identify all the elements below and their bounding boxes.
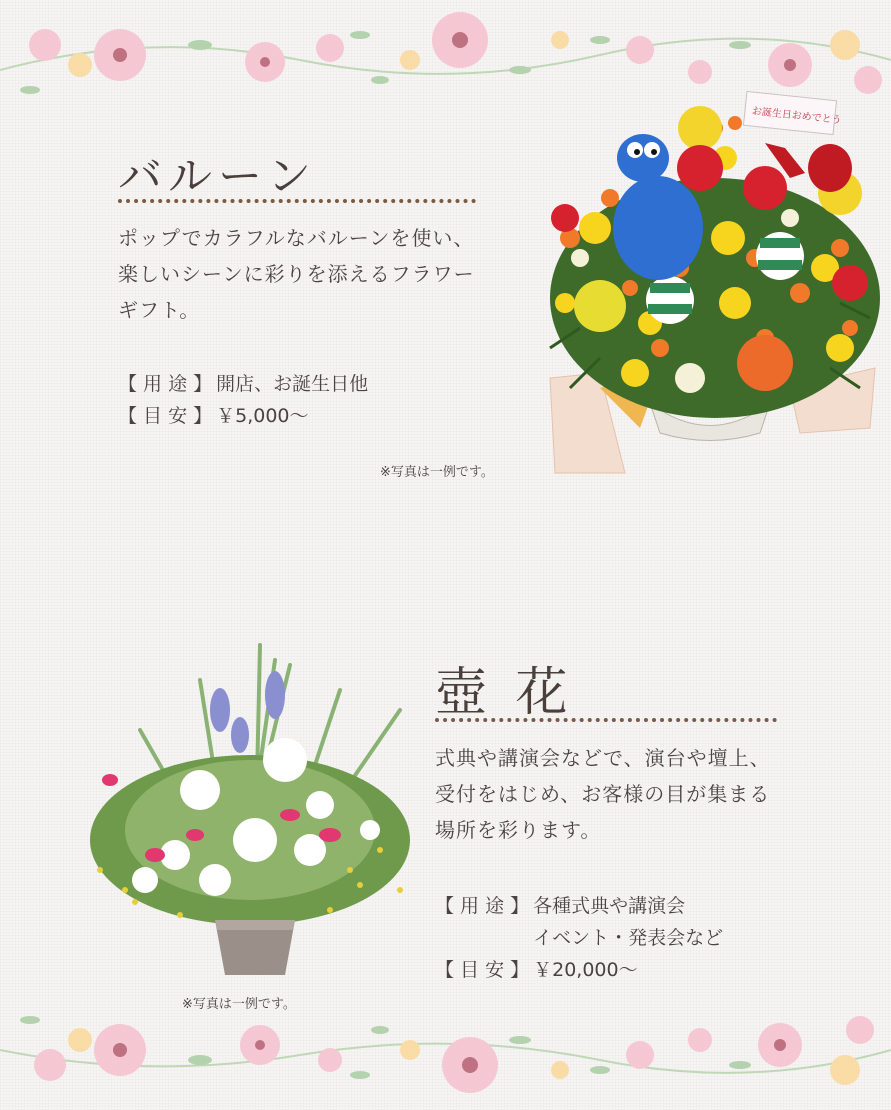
- tsubo-usage-value-line2: イベント・発表会など: [533, 927, 724, 949]
- balloon-title-divider: [118, 199, 476, 203]
- tsubo-usage-value-line1: 各種式典や講演会: [533, 895, 686, 917]
- message-card-text: お誕生日おめでとう: [751, 106, 843, 127]
- balloon-usage-value: 開店、お誕生日他: [216, 373, 369, 395]
- floral-garland-bottom: [0, 1000, 891, 1110]
- balloon-usage-label: 【 用 途 】: [118, 373, 213, 395]
- tsubo-photo-note: ※写真は一例です。: [182, 997, 296, 1012]
- balloon-price-label: 【 目 安 】: [118, 405, 213, 427]
- tsubo-arrangement-photo: [80, 640, 420, 990]
- tsubo-title: 壺 花: [435, 663, 574, 723]
- tsubo-spec: [435, 890, 723, 986]
- tsubo-price-label: 【 目 安 】: [435, 959, 530, 981]
- tsubo-usage-label: 【 用 途 】: [435, 895, 530, 917]
- tsubo-description: 式典や講演会などで、演台や壇上、受付をはじめ、お客様の目が集まる場所を彩ります。: [435, 746, 771, 842]
- tsubo-price-value: ￥20,000～: [533, 959, 638, 981]
- balloon-price-value: ￥5,000～: [216, 405, 309, 427]
- balloon-description: ポップでカラフルなバルーンを使い、楽しいシーンに彩りを添えるフラワーギフト。: [118, 226, 475, 322]
- balloon-arrangement-photo: [540, 88, 880, 478]
- balloon-title: バルーン: [118, 151, 318, 202]
- balloon-spec: [118, 368, 368, 432]
- balloon-photo-note: ※写真は一例です。: [380, 465, 494, 480]
- tsubo-title-divider: [435, 718, 777, 722]
